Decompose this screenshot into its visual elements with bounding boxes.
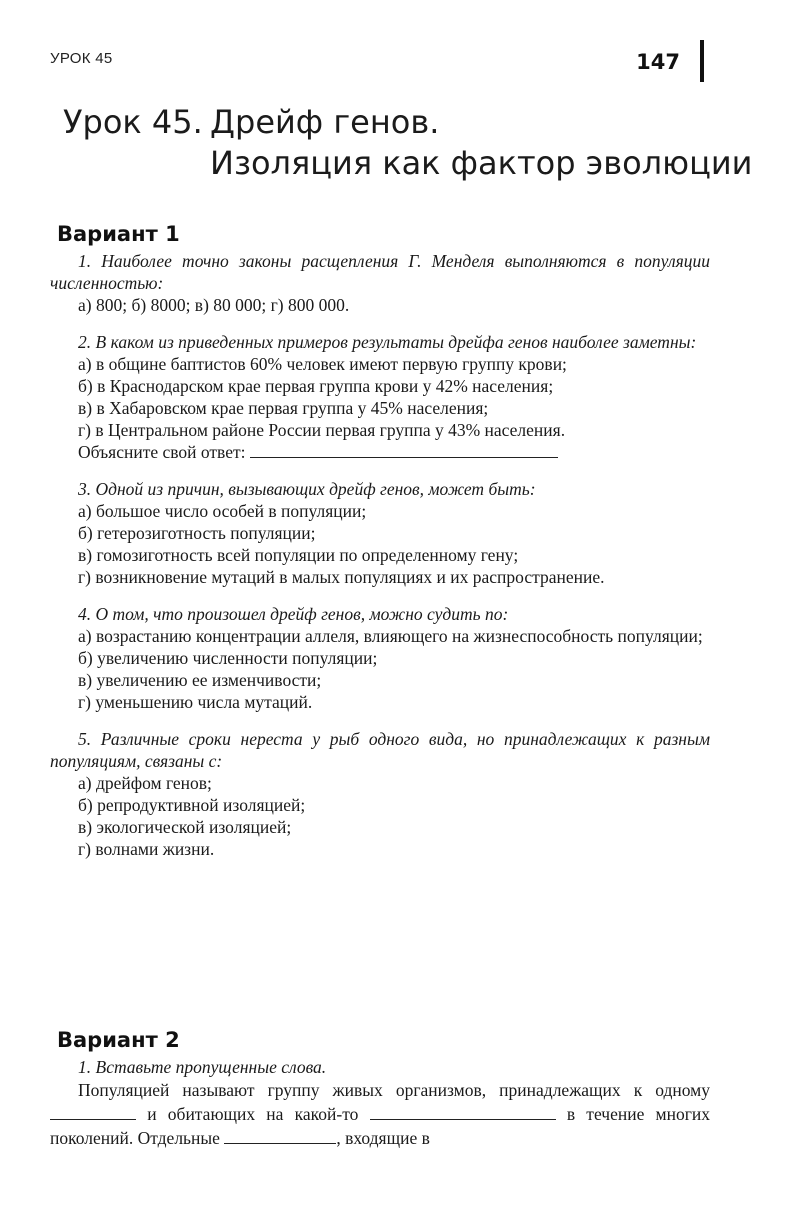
page-number: 147 (636, 50, 680, 74)
explain-answer-line[interactable] (250, 443, 558, 458)
answer-option-a: а) дрейфом генов; (78, 773, 212, 793)
question-text: 1. Наиболее точно законы расщепления Г. Менделя выполняются в популяции численностью: (50, 251, 710, 293)
answer-option-a: а) в общине баптистов 60% человек имеют первую группу крови; (78, 354, 567, 374)
variant-1-heading: Вариант 1 (57, 222, 180, 246)
variant-2-heading: Вариант 2 (57, 1028, 180, 1052)
question-text: 3. Одной из причин, вызывающих дрейф генов, может быть: (78, 479, 536, 499)
blank-field-3[interactable] (224, 1129, 336, 1144)
page-number-rule (700, 40, 704, 82)
paragraph-text: и обитающих на какой-то (147, 1104, 359, 1124)
answer-option-b: б) в Краснодарском крае первая группа крови у 42% населения; (78, 376, 554, 396)
answer-option-a: а) большое число особей в популяции; (78, 501, 367, 521)
answer-option-b: б) репродуктивной изоляцией; (78, 795, 306, 815)
answer-option-d: г) уменьшению числа мутаций. (78, 692, 313, 712)
paragraph-text: , входящие в (336, 1128, 430, 1148)
answer-option-b: б) гетерозиготность популяции; (78, 523, 316, 543)
paragraph-text: в течение многих поколений. Отдельные (50, 1104, 711, 1148)
paragraph-text: Популяцией называют группу живых организмов, принадлежащих к одному (78, 1080, 710, 1100)
answer-option-c: в) экологической изоляцией; (78, 817, 292, 837)
lesson-title-line2: Изоляция как фактор эволюции (210, 144, 753, 182)
answer-option-d: г) возникновение мутаций в малых популяциях и их распространение. (78, 567, 605, 587)
blank-field-1[interactable] (50, 1105, 136, 1120)
variant-1-section (50, 222, 710, 875)
question-text: 5. Различные сроки нереста у рыб одного вида, но принадлежащих к разным популяциям, связаны с: (50, 729, 710, 771)
lesson-number: Урок 45. (63, 103, 203, 141)
answer-option-b: б) увеличению численности популяции; (78, 648, 378, 668)
question-4 (50, 603, 710, 713)
question-3 (50, 478, 710, 588)
answer-option-d: г) волнами жизни. (78, 839, 215, 859)
answer-option-d: г) в Центральном районе России первая группа у 43% населения. (78, 420, 566, 440)
question-2 (50, 331, 710, 463)
variant-2-section (50, 1028, 710, 1150)
answer-option-c: в) увеличению ее изменчивости; (78, 670, 322, 690)
answer-options: а) 800; б) 8000; в) 80 000; г) 800 000. (78, 295, 350, 315)
answer-option-a: а) возрастанию концентрации аллеля, влияющего на жизнеспособность популяции; (78, 626, 703, 646)
explain-answer-label: Объясните свой ответ: (78, 442, 246, 462)
question-text: 2. В каком из приведенных примеров результаты дрейфа генов наиболее заметны: (78, 332, 697, 352)
answer-option-c: в) гомозиготность всей популяции по определенному гену; (78, 545, 519, 565)
question-5 (50, 728, 710, 860)
blank-field-2[interactable] (370, 1105, 556, 1120)
lesson-title (63, 102, 752, 184)
question-text: 4. О том, что произошел дрейф генов, можно судить по: (78, 604, 509, 624)
lesson-title-line1: Дрейф генов. (210, 103, 440, 141)
fill-in-paragraph (50, 1078, 710, 1150)
question-text: 1. Вставьте пропущенные слова. (78, 1057, 327, 1077)
answer-option-c: в) в Хабаровском крае первая группа у 45% населения; (78, 398, 489, 418)
explain-answer-row (50, 441, 710, 463)
question-1 (50, 250, 710, 316)
running-head: УРОК 45 (50, 50, 113, 67)
